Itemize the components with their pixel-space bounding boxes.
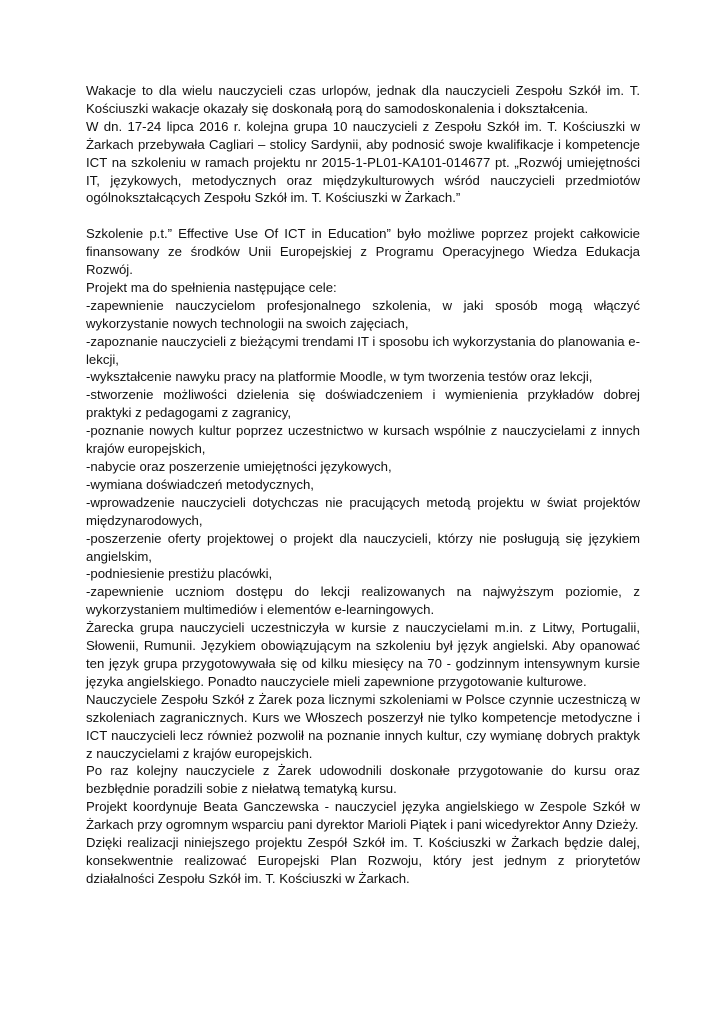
goal-item-4: -stworzenie możliwości dzielenia się doświadczeniem i wymienienia przykładów dobrej praktyki z pedagogami z zagranicy, (86, 387, 640, 421)
closing-paragraph-4: Projekt koordynuje Beata Ganczewska - nauczyciel języka angielskiego w Zespole Szkół w Żarkach przy ogromnym wsparciu pani dyrektor Marioli Piątek i pani wicedyrektor Anny Dzieży. (86, 799, 640, 833)
document-page (86, 82, 640, 888)
closing-paragraph-3: Po raz kolejny nauczyciele z Żarek udowodnili doskonałe przygotowanie do kursu oraz bezbłędnie poradzili sobie z niełatwą tematyką kursu. (86, 763, 640, 797)
training-paragraph: Szkolenie p.t.” Effective Use Of ICT in Education” było możliwe poprzez projekt całkowicie finansowany ze środków Unii Europejskiej z Programu Operacyjnego Wiedza Edukacja Rozwój. (86, 226, 640, 278)
goal-item-1: -zapewnienie nauczycielom profesjonalnego szkolenia, w jaki sposób mogą włączyć wykorzystanie nowych technologii na swoich zajęciach, (86, 297, 640, 331)
goal-item-7: -wymiana doświadczeń metodycznych, (86, 476, 314, 492)
goals-heading: Projekt ma do spełnienia następujące cele: (86, 279, 337, 295)
goal-item-3: -wykształcenie nawyku pracy na platformie Moodle, w tym tworzenia testów oraz lekcji, (86, 369, 593, 385)
goal-item-2: -zapoznanie nauczycieli z bieżącymi trendami IT i sposobu ich wykorzystania do planowania e-lekcji, (86, 333, 640, 367)
closing-paragraph-1: Żarecka grupa nauczycieli uczestniczyła w kursie z nauczycielami m.in. z Litwy, Portugalii, Słowenii, Rumunii. Językiem obowiązującym na szkoleniu był język angielski. Aby opanować ten język grupa przygotowywała się od kilku miesięcy na 70 - godzinnym intensywnym kursie języka angielskiego. Ponadto nauczyciele mieli zapewnione przygotowanie kulturowe. (86, 620, 640, 689)
goal-item-6: -nabycie oraz poszerzenie umiejętności językowych, (86, 459, 392, 475)
goal-item-8: -wprowadzenie nauczycieli dotychczas nie pracujących metodą projektu w świat projektów międzynarodowych, (86, 494, 640, 528)
goal-item-10: -podniesienie prestiżu placówki, (86, 566, 273, 582)
intro-paragraph-2: W dn. 17-24 lipca 2016 r. kolejna grupa 10 nauczycieli z Zespołu Szkół im. T. Kościuszki w Żarkach przebywała Cagliari – stolicy Sardynii, aby podnosić swoje kwalifikacje i kompetencje ICT na szkoleniu w ramach projektu nr 2015-1-PL01-KA101-014677 pt. „Rozwój umiejętności IT, językowych, metodycznych oraz międzykulturowych wśród nauczycieli przedmiotów ogólnokształcących Zespołu Szkół im. T. Kościuszki w Żarkach.” (86, 118, 640, 206)
goal-item-11: -zapewnienie uczniom dostępu do lekcji realizowanych na najwyższym poziomie, z wykorzystaniem multimediów i elementów e-learningowych. (86, 584, 640, 618)
closing-paragraph-5: Dzięki realizacji niniejszego projektu Zespół Szkół im. T. Kościuszki w Żarkach będzie dalej, konsekwentnie realizować Europejski Plan Rozwoju, który jest jednym z priorytetów działalności Zespołu Szkół im. T. Kościuszki w Żarkach. (86, 835, 640, 886)
paragraph-spacer (86, 207, 640, 225)
goal-item-5: -poznanie nowych kultur poprzez uczestnictwo w kursach wspólnie z nauczycielami z innych krajów europejskich, (86, 423, 640, 457)
closing-paragraph-2: Nauczyciele Zespołu Szkół z Żarek poza licznymi szkoleniami w Polsce czynnie uczestniczą w szkoleniach zagranicznych. Kurs we Włoszech poszerzył nie tylko kompetencje metodyczne i ICT nauczycieli lecz również pozwolił na poznanie innych kultur, czy wymianę dobrych praktyk z nauczycielami z krajów europejskich. (86, 691, 640, 761)
goal-item-9: -poszerzenie oferty projektowej o projekt dla nauczycieli, którzy nie posługują się językiem angielskim, (86, 530, 640, 564)
intro-paragraph-1: Wakacje to dla wielu nauczycieli czas urlopów, jednak dla nauczycieli Zespołu Szkół im. T. Kościuszki wakacje okazały się doskonałą porą do samodoskonalenia i dokształcenia. (86, 83, 640, 116)
